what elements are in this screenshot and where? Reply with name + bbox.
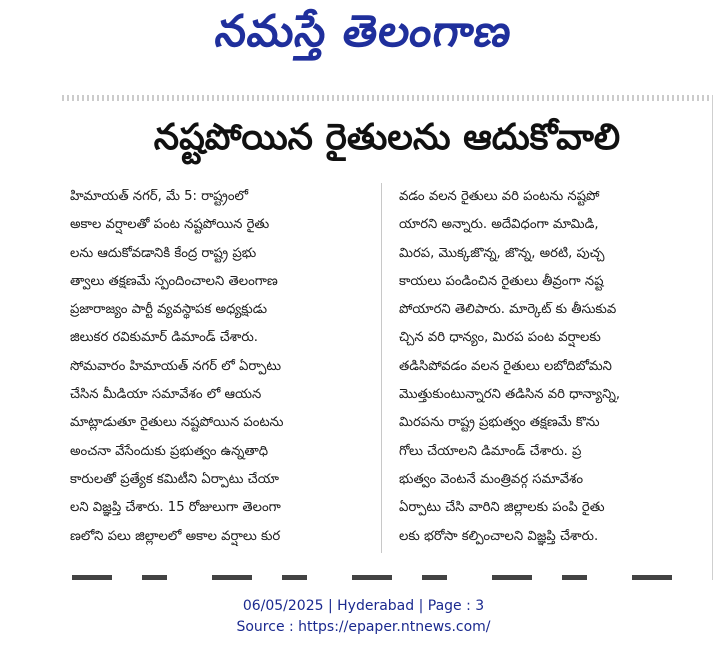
article-line: సోమవారం హిమాయత్ నగర్ లో ఏర్పాటు — [70, 358, 282, 374]
article-left-column — [70, 183, 370, 551]
article-line: హిమాయత్ నగర్, మే 5: రాష్ట్రంలో — [70, 189, 249, 204]
article-line: త్వాలు తక్షణమే స్పందించాలని తెలంగాణ — [70, 273, 278, 289]
newspaper-clipping — [62, 95, 713, 580]
footer-date-line: 06/05/2025 | Hyderabad | Page : 3 — [242, 598, 485, 614]
article-line: లకు భరోసా కల్పించాలని విజ్ఞప్తి చేశారు. — [399, 528, 599, 544]
article-line: లని విజ్ఞప్తి చేశారు. 15 రోజులుగా తెలంగా — [70, 500, 281, 516]
footer — [0, 596, 727, 638]
article-line: అకాల వర్షాలతో పంట నష్టపోయిన రైతు — [70, 217, 270, 233]
article-line: యారని అన్నారు. అదేవిధంగా మామిడి, — [399, 217, 599, 233]
article-line: కాయలు పండించిన రైతులు తీవ్రంగా నష్ట — [399, 273, 604, 289]
column-divider — [381, 183, 382, 553]
footer-source-line: Source : https://epaper.ntnews.com/ — [236, 619, 491, 635]
article-line: మొత్తుకుంటున్నారని తడిసిన వరి ధాన్యాన్ని, — [399, 387, 621, 403]
article-line: భుత్వం వెంటనే మంత్రివర్గ సమావేశం — [399, 471, 584, 487]
article-line: జిలుకర రవికుమార్ డిమాండ్ చేశారు. — [70, 330, 258, 346]
article-line: కారులతో ప్రత్యేక కమిటీని ఏర్పాటు చేయా — [70, 471, 279, 487]
article-right-column — [399, 183, 699, 551]
article-line: మాట్లాడుతూ రైతులు నష్టపోయిన పంటను — [70, 415, 284, 431]
article-line: లను ఆదుకోవడానికి కేంద్ర రాష్ట్ర ప్రభు — [70, 245, 257, 261]
article-line: చ్చిన వరి ధాన్యం, మిరప పంట వర్షాలకు — [399, 330, 601, 346]
article-line: వడం వలన రైతులు వరి పంటను నష్టపో — [399, 189, 600, 204]
article-line: గోలు చేయాలని డిమాండ్ చేశారు. ప్ర — [399, 443, 582, 459]
article-line: ఏర్పాటు చేసి వారిని జిల్లాలకు పంపి రైతు — [399, 500, 605, 516]
masthead — [0, 0, 727, 76]
article-line: తడిసిపోవడం వలన రైతులు లబోదిబోమని — [399, 358, 612, 374]
article-line: మిరపను రాష్ట్ర ప్రభుత్వం తక్షణమే కొను — [399, 415, 600, 431]
article-line: పోయారని తెలిపారు. మార్కెట్ కు తీసుకువ — [399, 302, 617, 318]
clipping-top-rule — [62, 95, 712, 101]
article-line: ణలోని పలు జిల్లాలలో అకాల వర్షాలు కుర — [70, 528, 281, 544]
article-line: మిరప, మొక్కజొన్న, జొన్న, అరటి, పుచ్చ — [399, 245, 605, 261]
article-line: ప్రజారాజ్యం పార్టీ వ్యవస్థాపక అధ్యక్షుడు — [70, 302, 268, 318]
article-line: అంచనా వేసేందుకు ప్రభుత్వం ఉన్నతాధి — [70, 443, 269, 459]
article-headline: నష్టపోయిన రైతులను ఆదుకోవాలి — [153, 117, 621, 158]
masthead-title: నమస్తే తెలంగాణ — [212, 6, 516, 57]
article-line: చేసిన మీడియా సమావేశం లో ఆయన — [70, 387, 262, 403]
truncated-next-headline — [72, 567, 702, 580]
